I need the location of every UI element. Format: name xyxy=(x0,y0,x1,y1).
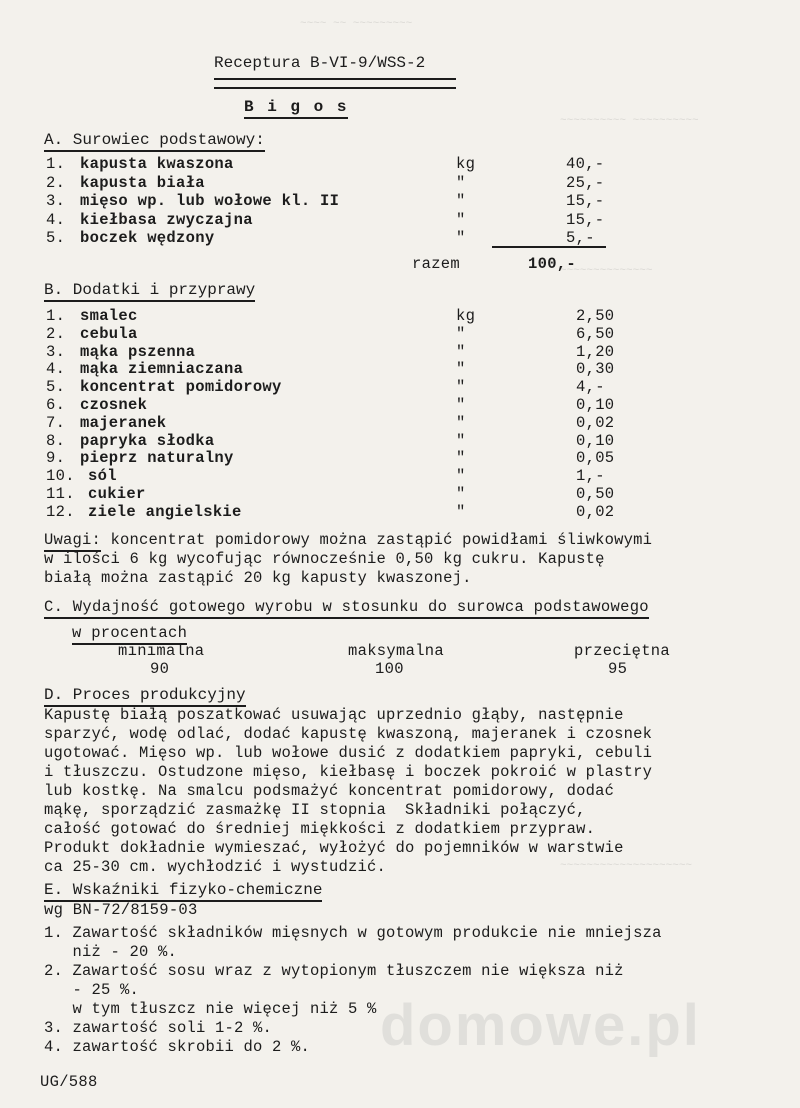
item-qty: 6,50 xyxy=(576,324,615,343)
item-name: koncentrat pomidorowy xyxy=(80,378,282,397)
item-qty: 0,02 xyxy=(576,413,615,432)
process-line: i tłuszczu. Ostudzone mięso, kiełbasę i boczek pokroić w plastry xyxy=(44,763,653,781)
total-value: 100,- xyxy=(528,255,577,273)
process-line: lub kostkę. Na smalcu podsmażyć koncentrat pomidorowy, dodać xyxy=(44,782,615,800)
item-name: sól xyxy=(88,467,117,486)
section-b-title: B. Dodatki i przyprawy xyxy=(44,281,255,302)
process-line: mąkę, sporządzić zasmażkę II stopnia Składniki połączyć, xyxy=(44,801,586,819)
item-qty: 1,20 xyxy=(576,342,615,361)
recipe-code: Receptura B-VI-9/WSS-2 xyxy=(214,54,426,72)
item-unit: " xyxy=(456,229,466,247)
item-number: 3. xyxy=(46,192,66,210)
item-unit: " xyxy=(456,192,466,210)
item-unit: " xyxy=(456,173,466,192)
yield-value-avg: 95 xyxy=(608,660,628,678)
item-qty: 4,- xyxy=(576,378,605,397)
sum-rule xyxy=(492,246,606,248)
item-number: 5. xyxy=(46,229,66,247)
item-number: 9. xyxy=(46,449,66,468)
process-line: Kapustę białą poszatkować usuwając uprzednio głąby, następnie xyxy=(44,706,624,724)
item-qty: 25,- xyxy=(566,173,605,192)
dish-title: B i g o s xyxy=(244,98,348,119)
item-qty: 15,- xyxy=(566,210,605,229)
item-number: 5. xyxy=(46,378,66,397)
notes-line: białą można zastąpić 20 kg kapusty kwaszonej. xyxy=(44,569,472,587)
process-line: Produkt dokładnie wymieszać, wyłożyć do pojemników w warstwie xyxy=(44,839,624,857)
item-qty: 0,10 xyxy=(576,396,615,414)
bleed-through-text: ~~~~ ~~ ~~~~~~~~~ xyxy=(300,18,413,30)
indicator-line: niż - 20 %. xyxy=(44,943,178,961)
indicator-line: 2. Zawartość sosu wraz z wytopionym tłuszczem nie większa niż xyxy=(44,962,624,980)
item-unit: " xyxy=(456,467,466,486)
section-c-title: C. Wydajność gotowego wyrobu w stosunku do surowca podstawowego xyxy=(44,598,649,619)
item-unit: kg xyxy=(456,307,476,325)
production-process-text xyxy=(44,706,764,877)
item-number: 6. xyxy=(46,396,66,414)
item-qty: 0,10 xyxy=(576,431,615,450)
item-number: 11. xyxy=(46,485,75,503)
header-double-rule xyxy=(214,78,456,89)
item-name: kapusta kwaszona xyxy=(80,155,234,173)
item-name: papryka słodka xyxy=(80,431,215,450)
bleed-through-text: ~~~~~~~~~~ ~~~~~~~~~~ xyxy=(560,115,699,127)
item-number: 4. xyxy=(46,360,66,379)
notes-label: Uwagi: xyxy=(44,531,101,552)
item-unit: " xyxy=(456,210,466,229)
yield-value-max: 100 xyxy=(375,660,404,678)
item-name: pieprz naturalny xyxy=(80,449,234,468)
indicator-line: w tym tłuszcz nie więcej niż 5 % xyxy=(44,1000,377,1018)
item-name: cebula xyxy=(80,324,138,343)
notes-line: koncentrat pomidorowy można zastąpić powidłami śliwkowymi xyxy=(101,531,653,549)
item-name: mąka ziemniaczana xyxy=(80,360,244,379)
process-line: sparzyć, wodę odlać, dodać kapustę kwaszoną, majeranek i czosnek xyxy=(44,725,653,743)
item-qty: 0,02 xyxy=(576,502,615,521)
item-number: 7. xyxy=(46,413,66,432)
item-name: mięso wp. lub wołowe kl. II xyxy=(80,192,340,210)
item-number: 12. xyxy=(46,502,75,521)
indicator-line: - 25 %. xyxy=(44,981,140,999)
item-unit: " xyxy=(456,485,466,503)
item-name: kapusta biała xyxy=(80,173,205,192)
item-unit: " xyxy=(456,413,466,432)
item-name: cukier xyxy=(88,485,146,503)
item-name: smalec xyxy=(80,307,138,325)
item-qty: 5,- xyxy=(566,229,595,247)
item-number: 8. xyxy=(46,431,66,450)
standard-reference: wg BN-72/8159-03 xyxy=(44,901,198,919)
item-unit: " xyxy=(456,449,466,468)
item-qty: 1,- xyxy=(576,467,605,486)
item-name: czosnek xyxy=(80,396,148,414)
bleed-through-text: ~~~~~~~~~~~~~~ xyxy=(560,265,653,277)
item-unit: " xyxy=(456,360,466,379)
item-name: ziele angielskie xyxy=(88,502,242,521)
total-label: razem xyxy=(412,255,461,273)
yield-label-min: minimalna xyxy=(118,642,205,660)
item-unit: " xyxy=(456,502,466,521)
watermark: domowe.pl xyxy=(380,993,701,1058)
item-unit: kg xyxy=(456,155,476,173)
item-number: 2. xyxy=(46,173,66,192)
item-unit: " xyxy=(456,378,466,397)
item-number: 1. xyxy=(46,155,66,173)
item-qty: 2,50 xyxy=(576,307,615,325)
item-number: 10. xyxy=(46,467,75,486)
item-unit: " xyxy=(456,431,466,450)
section-a-title: A. Surowiec podstawowy: xyxy=(44,131,265,152)
item-number: 3. xyxy=(46,342,66,361)
item-name: majeranek xyxy=(80,413,167,432)
item-name: boczek wędzony xyxy=(80,229,215,247)
indicator-line: 3. zawartość soli 1-2 %. xyxy=(44,1019,273,1037)
section-e-title: E. Wskaźniki fizyko-chemiczne xyxy=(44,881,322,902)
footer-code: UG/588 xyxy=(40,1073,98,1091)
process-line: ca 25-30 cm. wychłodzić i wystudzić. xyxy=(44,858,387,876)
item-qty: 0,50 xyxy=(576,485,615,503)
item-qty: 0,30 xyxy=(576,360,615,379)
bleed-through-text: ~~~~~~~~~~~~~~~~~~~~ xyxy=(560,860,693,872)
item-unit: " xyxy=(456,396,466,414)
item-number: 2. xyxy=(46,324,66,343)
yield-label-max: maksymalna xyxy=(348,642,445,660)
item-name: mąka pszenna xyxy=(80,342,196,361)
indicator-line: 1. Zawartość składników mięsnych w gotowym produkcie nie mniejsza xyxy=(44,924,662,942)
item-qty: 15,- xyxy=(566,192,605,210)
notes-line: w ilości 6 kg wycofując równocześnie 0,50 kg cukru. Kapustę xyxy=(44,550,605,568)
item-unit: " xyxy=(456,342,466,361)
notes-block xyxy=(44,531,764,588)
item-number: 1. xyxy=(46,307,66,325)
yield-value-min: 90 xyxy=(150,660,170,678)
section-c-subtitle: w procentach xyxy=(72,624,187,645)
item-qty: 0,05 xyxy=(576,449,615,468)
item-unit: " xyxy=(456,324,466,343)
item-qty: 40,- xyxy=(566,155,605,173)
section-d-title: D. Proces produkcyjny xyxy=(44,686,246,707)
yield-label-avg: przeciętna xyxy=(574,642,671,660)
item-name: kiełbasa zwyczajna xyxy=(80,210,253,229)
process-line: ugotować. Mięso wp. lub wołowe dusić z dodatkiem papryki, cebuli xyxy=(44,744,653,762)
process-line: całość gotować do średniej miękkości z dodatkiem przypraw. xyxy=(44,820,596,838)
indicator-line: 4. zawartość skrobii do 2 %. xyxy=(44,1038,311,1056)
item-number: 4. xyxy=(46,210,66,229)
